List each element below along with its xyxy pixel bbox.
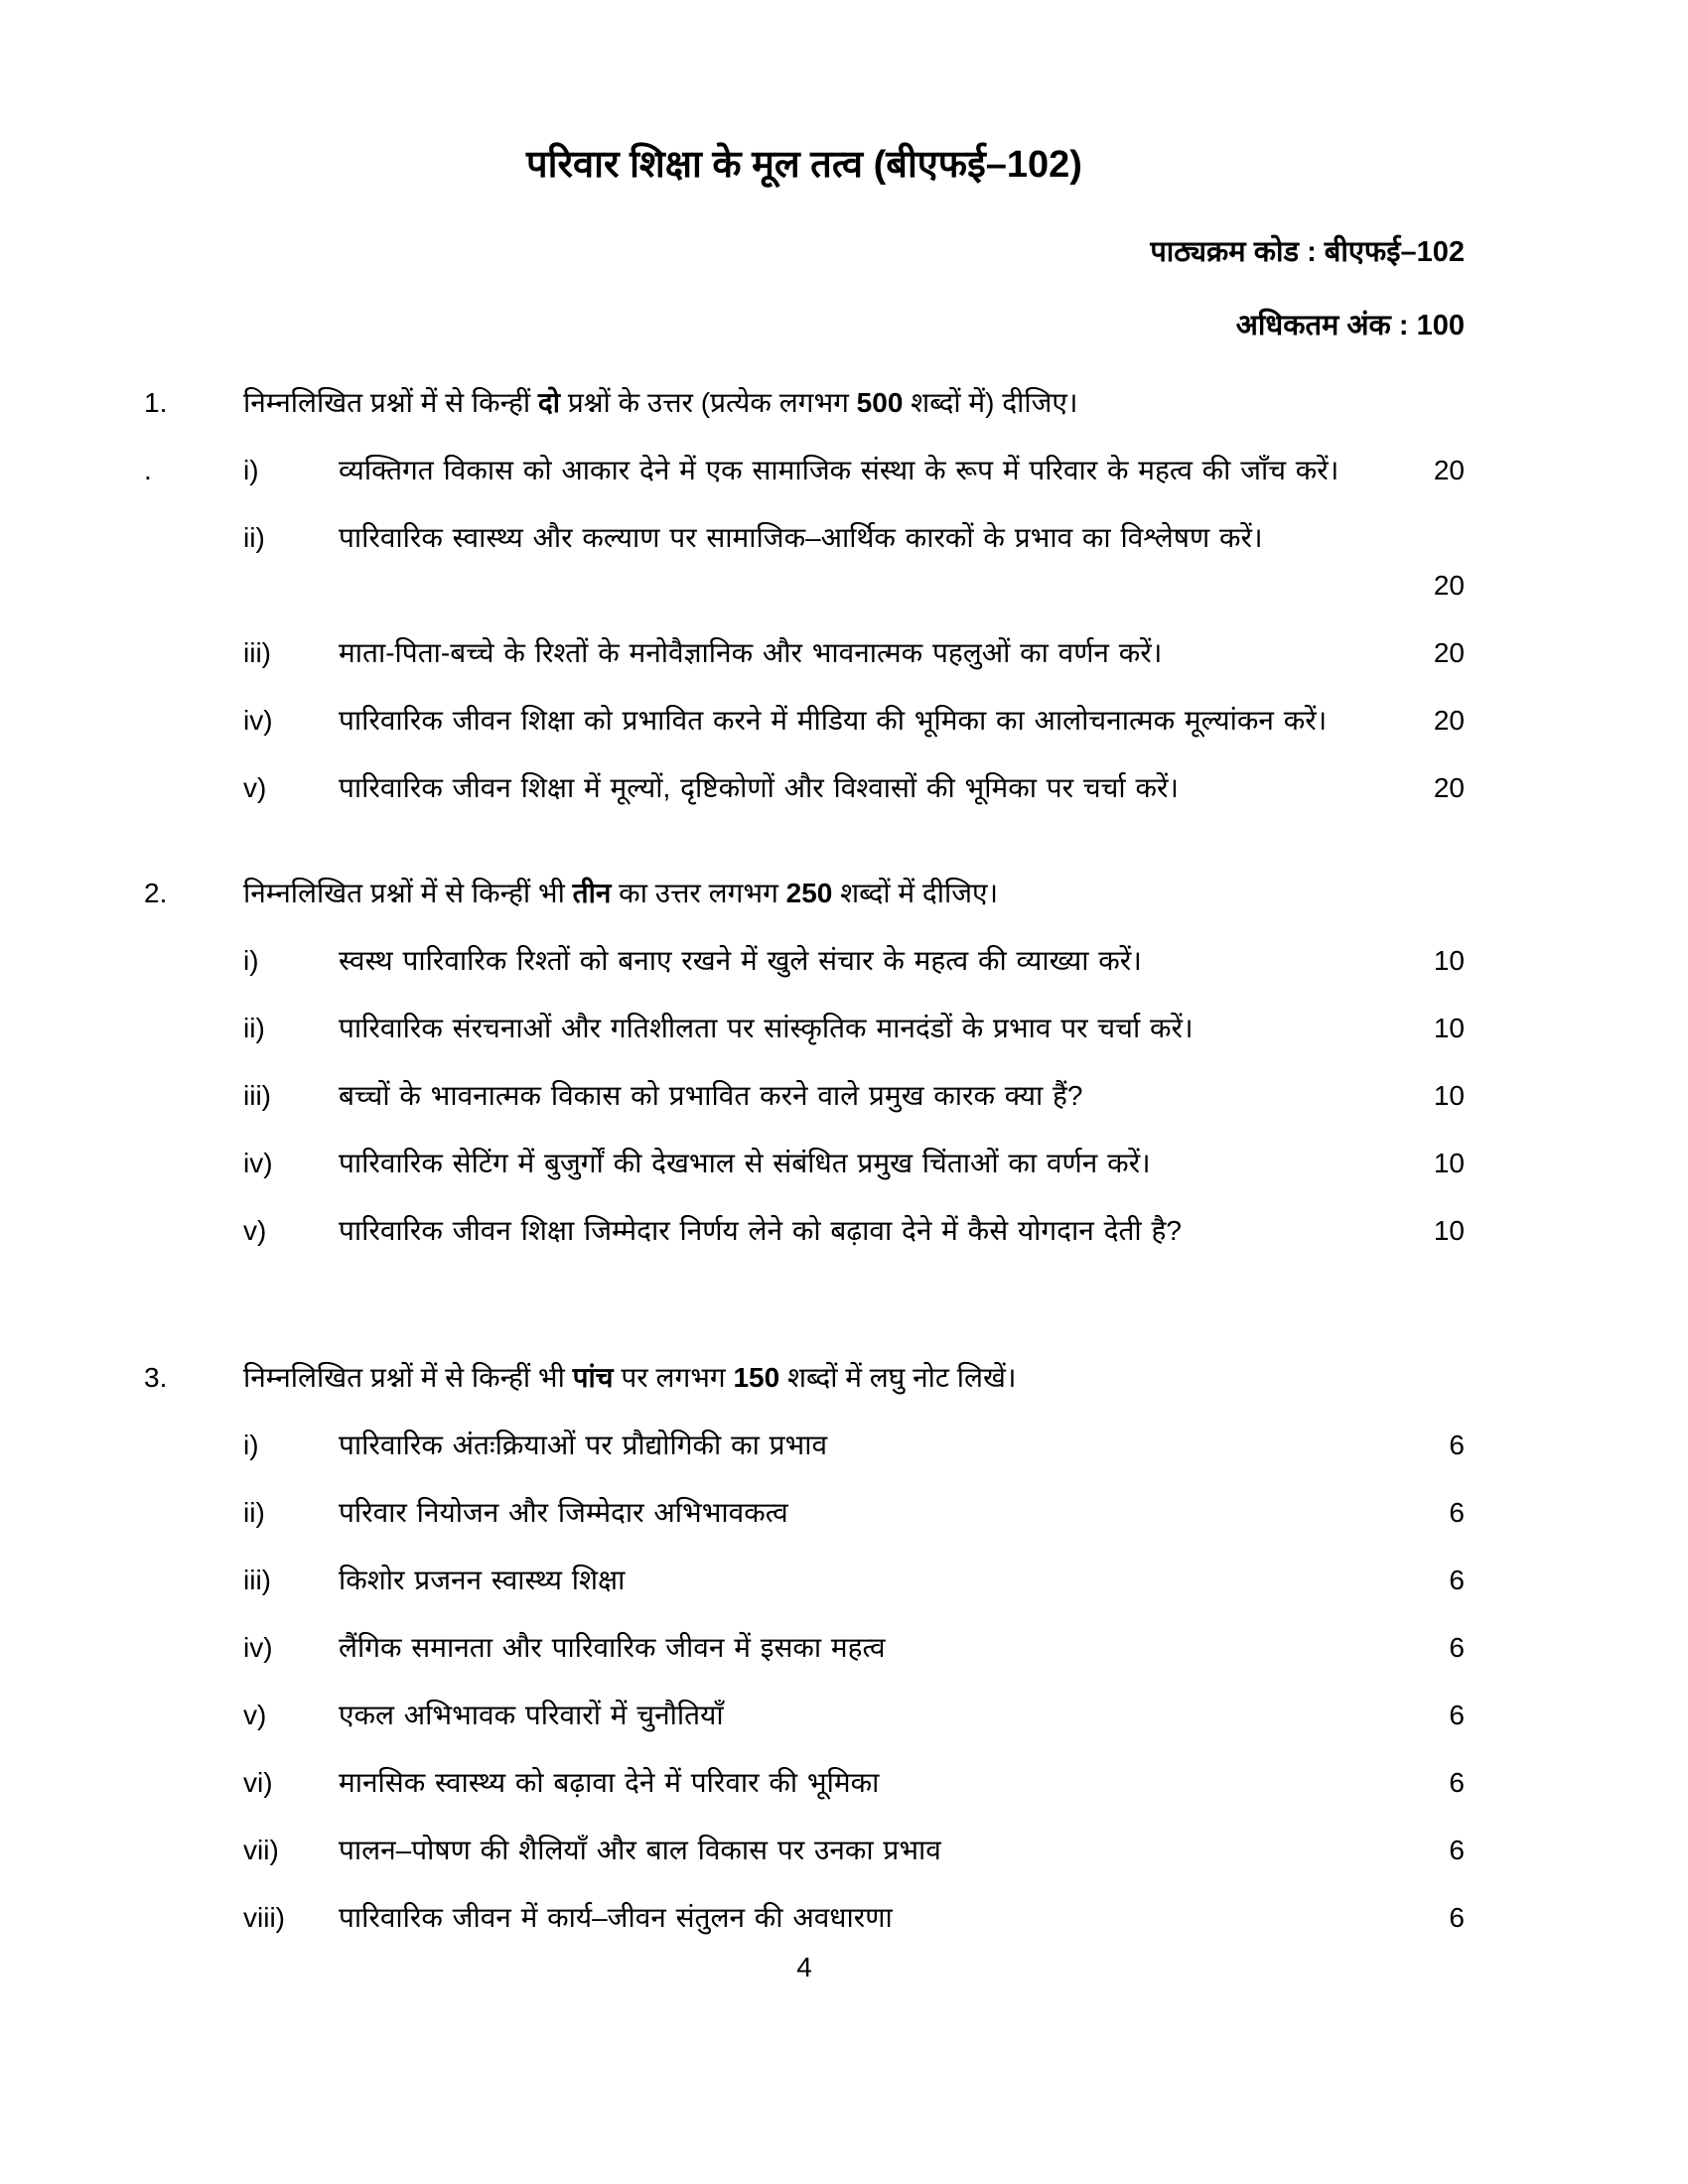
page-title: परिवार शिक्षा के मूल तत्व (बीएफई–102) [526, 144, 1082, 186]
item-text: पालन–पोषण की शैलियाँ और बाल विकास पर उनका प्रभाव [339, 1835, 941, 1865]
item-marks: 6 [1449, 1902, 1465, 1933]
item-marks: 20 [1433, 637, 1465, 668]
item-roman: iii) [243, 1080, 271, 1111]
item-text: पारिवारिक जीवन शिक्षा में मूल्यों, दृष्टिकोणों और विश्वासों की भूमिका पर चर्चा करें। [339, 772, 1180, 803]
item-marks: 6 [1449, 1767, 1465, 1798]
item-marks: 20 [1433, 455, 1465, 485]
item-marks: 20 [1433, 570, 1465, 601]
q3-instruction-mid: पर लगभग [613, 1362, 734, 1393]
question-3-header [144, 1354, 1465, 1402]
item-text: बच्चों के भावनात्मक विकास को प्रभावित करने वाले प्रमुख कारक क्या हैं? [339, 1080, 1083, 1111]
question-2-item-iii [144, 1072, 1465, 1120]
question-3-instruction [243, 1354, 1465, 1402]
item-marks: 6 [1449, 1700, 1465, 1730]
page-number: 4 [796, 1952, 812, 1982]
item-text: पारिवारिक सेटिंग में बुजुर्गों की देखभाल से संबंधित प्रमुख चिंताओं का वर्णन करें। [339, 1148, 1151, 1178]
item-text: पारिवारिक जीवन शिक्षा जिम्मेदार निर्णय लेने को बढ़ावा देने में कैसे योगदान देती है? [339, 1215, 1182, 1246]
item-marks: 6 [1449, 1835, 1465, 1865]
item-text: पारिवारिक स्वास्थ्य और कल्याण पर सामाजिक–आर्थिक कारकों के प्रभाव का विश्लेषण करें। [339, 522, 1263, 553]
item-marks: 20 [1433, 705, 1465, 736]
item-roman: ii) [243, 522, 265, 553]
item-roman: i) [243, 945, 259, 976]
item-marks: 10 [1433, 945, 1465, 976]
question-3-item-vi [144, 1759, 1465, 1807]
question-3-item-v [144, 1692, 1465, 1739]
question-3-item-ii [144, 1489, 1465, 1537]
item-text: परिवार नियोजन और जिम्मेदार अभिभावकत्व [339, 1497, 788, 1528]
q2-instruction-bold-words: 250 [785, 878, 833, 908]
question-3-item-iii [144, 1557, 1465, 1604]
q2-instruction-bold-count: तीन [572, 878, 612, 908]
q1-instruction-post: शब्दों में) दीजिए। [903, 387, 1078, 418]
item-marks: 20 [1433, 772, 1465, 803]
question-1-item-iii [144, 629, 1465, 677]
item-roman: iv) [243, 1632, 273, 1663]
item-marks: 10 [1433, 1215, 1465, 1246]
item-text: पारिवारिक अंतःक्रियाओं पर प्रौद्योगिकी का प्रभाव [339, 1430, 828, 1460]
item-roman: i) [243, 1430, 259, 1460]
item-marks: 10 [1433, 1080, 1465, 1111]
question-3-item-vii [144, 1827, 1465, 1874]
item-text: लैंगिक समानता और पारिवारिक जीवन में इसका महत्व [339, 1632, 886, 1663]
q1-instruction-bold-count: दो [537, 387, 561, 418]
item-text: माता-पिता-बच्चे के रिश्तों के मनोवैज्ञानिक और भावनात्मक पहलुओं का वर्णन करें। [339, 637, 1163, 668]
item-marks: 6 [1449, 1497, 1465, 1528]
item-text: किशोर प्रजनन स्वास्थ्य शिक्षा [339, 1565, 626, 1595]
item-marks: 6 [1449, 1565, 1465, 1595]
max-marks-line: अधिकतम अंक : 100 [1235, 310, 1465, 341]
q1-instruction-mid: प्रश्नों के उत्तर (प्रत्येक लगभग [560, 387, 857, 418]
item-marks: 6 [1449, 1430, 1465, 1460]
item-text: पारिवारिक संरचनाओं और गतिशीलता पर सांस्कृतिक मानदंडों के प्रभाव पर चर्चा करें। [339, 1013, 1194, 1043]
item-roman: ii) [243, 1497, 265, 1528]
question-3-item-viii [144, 1894, 1465, 1942]
q1-instruction-pre: निम्नलिखित प्रश्नों में से किन्हीं [243, 387, 538, 418]
item-roman: iii) [243, 1565, 271, 1595]
exam-paper-page [144, 141, 1465, 2184]
question-2-item-i [144, 937, 1465, 985]
question-1-header [144, 379, 1465, 427]
question-2-item-ii [144, 1005, 1465, 1052]
question-2-number: 2. [144, 878, 168, 908]
item-roman: iv) [243, 1148, 273, 1178]
item-text: पारिवारिक जीवन शिक्षा को प्रभावित करने में मीडिया की भूमिका का आलोचनात्मक मूल्यांकन करें। [339, 705, 1328, 736]
item-roman: v) [243, 1700, 267, 1730]
question-2-header [144, 870, 1465, 917]
q2-instruction-mid: का उत्तर लगभग [611, 878, 786, 908]
item-roman: vi) [243, 1767, 273, 1798]
question-1-item-iv [144, 697, 1465, 745]
q3-instruction-bold-count: पांच [572, 1362, 614, 1393]
item-roman: ii) [243, 1013, 265, 1043]
item-roman: v) [243, 1215, 267, 1246]
item-roman: vii) [243, 1835, 279, 1865]
course-code-line: पाठ्यक्रम कोड : बीएफई–102 [1150, 236, 1465, 268]
item-roman: v) [243, 772, 267, 803]
q3-instruction-bold-words: 150 [733, 1362, 780, 1393]
item-roman: iii) [243, 637, 271, 668]
question-1-instruction [243, 379, 1465, 427]
q3-instruction-pre: निम्नलिखित प्रश्नों में से किन्हीं भी [243, 1362, 573, 1393]
q2-instruction-pre: निम्नलिखित प्रश्नों में से किन्हीं भी [243, 878, 573, 908]
stray-dot: . [144, 455, 152, 485]
item-text: व्यक्तिगत विकास को आकार देने में एक सामाजिक संस्था के रूप में परिवार के महत्व की जाँच करें। [339, 455, 1339, 485]
question-1-item-i [144, 447, 1465, 494]
question-2-item-iv [144, 1140, 1465, 1187]
question-1-number: 1. [144, 387, 168, 418]
q2-instruction-post: शब्दों में दीजिए। [832, 878, 999, 908]
item-text: एकल अभिभावक परिवारों में चुनौतियाँ [339, 1700, 724, 1730]
question-2-instruction [243, 870, 1465, 917]
item-marks: 6 [1449, 1632, 1465, 1663]
q1-instruction-bold-words: 500 [856, 387, 904, 418]
question-3-item-i [144, 1422, 1465, 1469]
item-roman: viii) [243, 1902, 285, 1933]
item-text: स्वस्थ पारिवारिक रिश्तों को बनाए रखने में खुले संचार के महत्व की व्याख्या करें। [339, 945, 1142, 976]
item-marks: 10 [1433, 1013, 1465, 1043]
question-3-item-iv [144, 1624, 1465, 1672]
item-roman: i) [243, 455, 259, 485]
item-roman: iv) [243, 705, 273, 736]
question-2-item-v [144, 1207, 1465, 1255]
question-1-item-ii [144, 514, 1465, 610]
q3-instruction-post: शब्दों में लघु नोट लिखें। [779, 1362, 1017, 1393]
question-1-item-v [144, 764, 1465, 812]
item-text: पारिवारिक जीवन में कार्य–जीवन संतुलन की अवधारणा [339, 1902, 893, 1933]
item-text: मानसिक स्वास्थ्य को बढ़ावा देने में परिवार की भूमिका [339, 1767, 880, 1798]
question-3-number: 3. [144, 1362, 168, 1393]
item-marks: 10 [1433, 1148, 1465, 1178]
